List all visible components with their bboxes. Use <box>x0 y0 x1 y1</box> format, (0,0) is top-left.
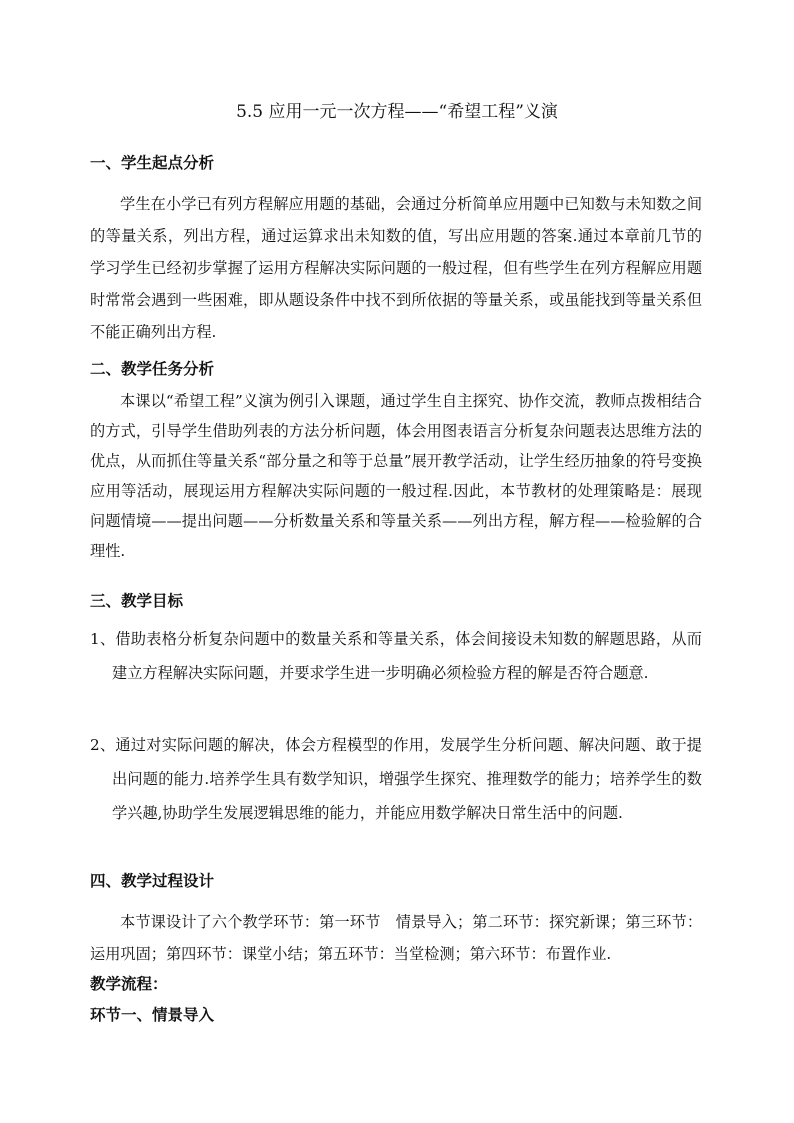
section-paragraph-process-design: 本节课设计了六个教学环节：第一环节 情景导入；第二环节：探究新课；第三环节：运用巩固；第四环节：课堂小结；第五环节：当堂检测；第六环节：布置作业. <box>90 913 702 963</box>
flow-heading: 教学流程： <box>90 974 168 993</box>
section-paragraph-student-analysis: 学生在小学已有列方程解应用题的基础，会通过分析简单应用题中已知数与未知数之间的等量关系，列出方程，通过运算求出未知数的值，写出应用题的答案.通过本章前几节的学习学生已经初步掌握了运用方程解决实际问题的一般过程，但有些学生在列方程解应用题时常常会遇到一些困难，即从题设条件中找不到所依据的等量关系，或虽能找到等量关系但不能正确列出方程. <box>90 195 702 341</box>
section-heading-task-analysis: 二、教学任务分析 <box>90 359 215 378</box>
section-paragraph-task-analysis: 本课以“希望工程”义演为例引入课题，通过学生自主探究、协作交流，教师点拨相结合的方式，引导学生借助列表的方法分析问题，体会用图表语言分析复杂问题表达思维方法的优点，从而抓住等量关系“部分量之和等于总量”展开教学活动，让学生经历抽象的符号变换应用等活动，展现运用方程解决实际问题的一般过程.因此，本节教材的处理策略是：展现问题情境——提出问题——分析数量关系和等量关系——列出方程，解方程——检验解的合理性. <box>90 392 702 560</box>
section-heading-student-analysis: 一、学生起点分析 <box>90 153 215 172</box>
step-heading: 环节一、情景导入 <box>90 1005 215 1024</box>
goal-item-1: 1、借助表格分析复杂问题中的数量关系和等量关系，体会间接设未知数的解题思路，从而建立方程解决实际问题，并要求学生进一步明确必须检验方程的解是否符合题意. <box>90 630 702 682</box>
goal-item-2: 2、通过对实际问题的解决，体会方程模型的作用，发展学生分析问题、解决问题、敢于提出问题的能力.培养学生具有数学知识，增强学生探究、推理数学的能力；培养学生的数学兴趣,协助学生发展逻辑思维的能力，并能应用数学解决日常生活中的问题. <box>90 736 702 822</box>
document-title: 5.5 应用一元一次方程——“希望工程”义演 <box>236 102 558 122</box>
section-heading-teaching-goals: 三、教学目标 <box>90 591 184 610</box>
section-heading-process-design: 四、教学过程设计 <box>90 871 215 890</box>
